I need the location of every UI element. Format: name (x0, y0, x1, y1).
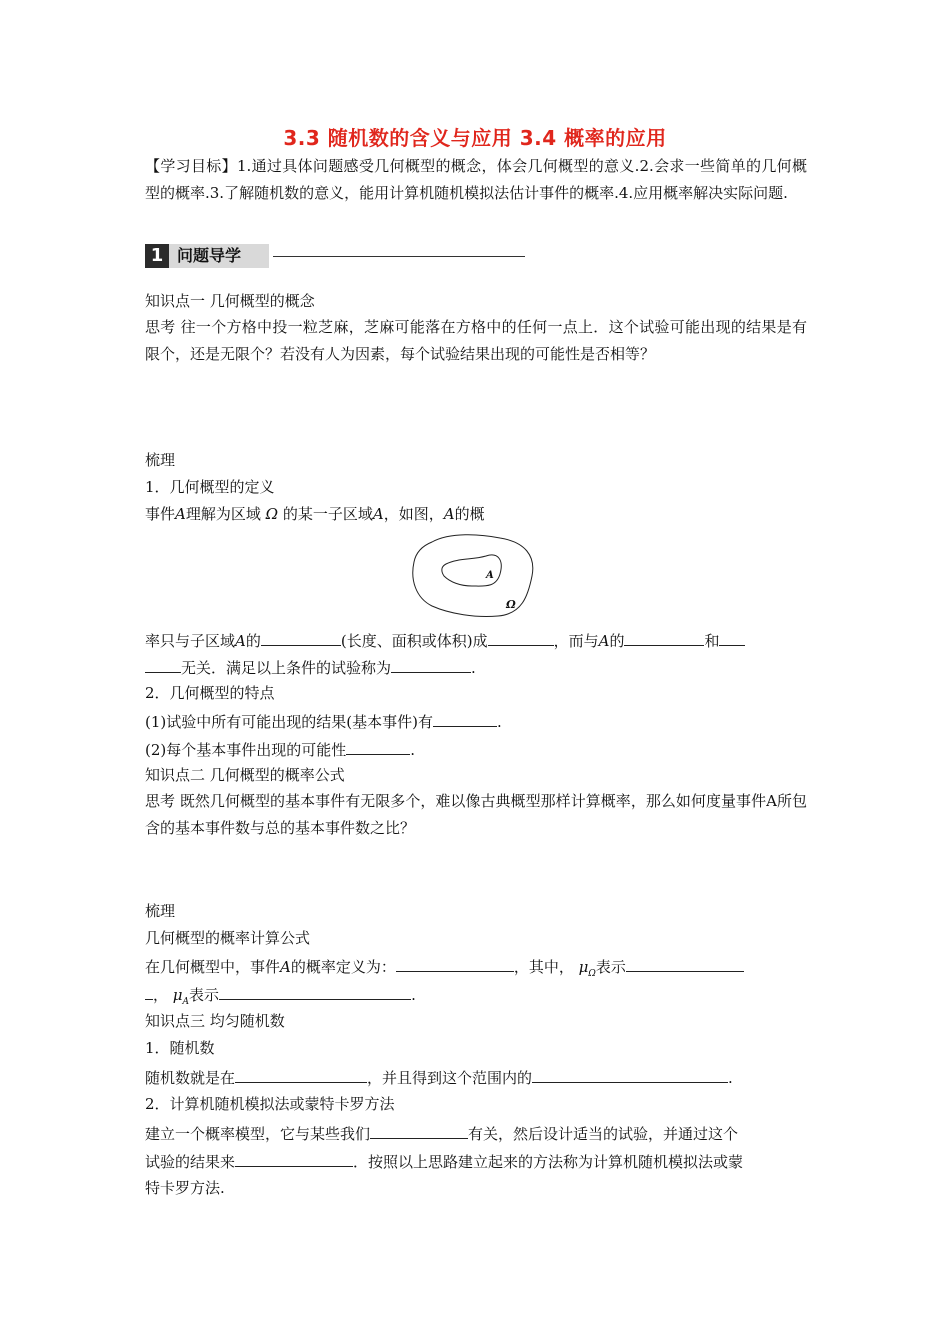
section-banner (145, 244, 525, 268)
kp3-mc-line3: 特卡罗方法. (145, 1179, 225, 1197)
kp2-formula-title: 几何概型的概率计算公式 (145, 929, 311, 947)
fill-blank[interactable] (396, 955, 514, 972)
text-segment: ，而与 (553, 632, 599, 650)
fill-blank[interactable] (719, 629, 745, 646)
text-segment: 的 (609, 632, 625, 650)
text-segment: . (411, 986, 416, 1004)
objectives-label: 【学习目标】 (145, 157, 237, 175)
kp1-def-line3 (145, 656, 476, 678)
fill-blank[interactable] (346, 738, 410, 755)
fill-blank[interactable] (370, 1122, 468, 1139)
kp1-item1-title: 1．几何概型的定义 (145, 478, 275, 496)
text-segment: 的概 (454, 505, 485, 523)
kp1-item2-title: 2．几何概型的特点 (145, 684, 275, 702)
text-segment: ，如图， (383, 505, 444, 523)
var-a: A (443, 505, 455, 523)
kp2-think: 思考 既然几何概型的基本事件有无限多个，难以像古典概型那样计算概率，那么如何度量事件A所包含的基本事件数与总的基本事件数之比？ (145, 792, 807, 837)
text-segment: 的某一子区域 (282, 505, 373, 523)
text-segment: (1)试验中所有可能出现的结果(基本事件)有 (145, 713, 433, 731)
fill-blank[interactable] (488, 629, 554, 646)
var-omega: Ω (265, 505, 279, 523)
text-segment: 表示 (595, 958, 626, 976)
subscript-a: A (182, 997, 190, 1007)
text-segment: 理解为区域 (185, 505, 261, 523)
fill-blank[interactable] (433, 710, 497, 727)
kp3-item2-title: 2．计算机随机模拟法或蒙特卡罗方法 (145, 1095, 395, 1113)
objectives-text: 1.通过具体问题感受几何概型的概念，体会几何概型的意义.2.会求一些简单的几何概型的概率.3.了解随机数的意义，能用计算机随机模拟法估计事件的概率.4.应用概率解决实际问题. (145, 157, 807, 202)
kp3-random-def (145, 1066, 733, 1088)
banner-divider (273, 256, 525, 257)
var-mu: μ (172, 986, 183, 1004)
text-segment: . (728, 1069, 733, 1087)
kp3-mc-line1 (145, 1122, 738, 1144)
banner-number: 1 (145, 244, 169, 268)
kp1-think: 思考 往一个方格中投一粒芝麻，芝麻可能落在方格中的任何一点上．这个试验可能出现的结果是有限个，还是无限个？若没有人为因素，每个试验结果出现的可能性是否相等？ (145, 318, 807, 363)
text-segment: . (496, 713, 502, 731)
fill-blank[interactable] (532, 1066, 728, 1083)
text-segment: 的 (245, 632, 261, 650)
text-segment: . (410, 741, 416, 759)
kp1-def-line2 (145, 629, 745, 651)
fill-blank[interactable] (145, 983, 153, 1000)
kp1-sort-label: 梳理 (145, 451, 176, 469)
kp1-feature1 (145, 710, 502, 732)
fill-blank[interactable] (219, 983, 411, 1000)
text-segment: 试验的结果来 (145, 1153, 236, 1171)
kp1-def-line1 (145, 504, 485, 524)
text-segment: 的概率定义为： (290, 958, 396, 976)
fill-blank[interactable] (626, 955, 744, 972)
var-a: A (235, 632, 246, 650)
fill-blank[interactable] (624, 629, 704, 646)
var-a: A (372, 505, 384, 523)
text-segment: (长度、面积或体积)成 (340, 632, 488, 650)
kp1-heading: 知识点一 几何概型的概念 (145, 292, 315, 310)
text-segment: ， (153, 986, 169, 1004)
kp2-sort-label: 梳理 (145, 902, 176, 920)
text-segment: 无关．满足以上条件的试验称为 (181, 659, 392, 677)
text-segment: 建立一个概率模型，它与某些我们 (145, 1125, 371, 1143)
fill-blank[interactable] (235, 1150, 353, 1167)
kp3-item1-title: 1．随机数 (145, 1039, 215, 1057)
var-a: A (598, 632, 610, 650)
text-segment: 率只与子区域 (145, 632, 236, 650)
kp3-heading: 知识点三 均匀随机数 (145, 1012, 285, 1030)
kp2-heading: 知识点二 几何概型的概率公式 (145, 766, 345, 784)
text-segment: 事件 (145, 505, 176, 523)
text-segment: 和 (704, 632, 720, 650)
fill-blank[interactable] (145, 656, 181, 673)
region-a-label: A (486, 570, 494, 581)
text-segment: 在几何概型中，事件 (145, 958, 281, 976)
subscript-omega: Ω (588, 969, 596, 979)
var-mu: μ (578, 958, 589, 976)
kp2-line2 (145, 983, 416, 1012)
banner-label: 问题导学 (177, 246, 242, 265)
var-a: A (175, 505, 186, 523)
fill-blank[interactable] (235, 1066, 367, 1083)
page-title: 3.3 随机数的含义与应用 3.4 概率的应用 (283, 126, 667, 150)
kp3-mc-line2 (145, 1150, 743, 1172)
fill-blank[interactable] (391, 656, 471, 673)
text-segment: ，其中， (513, 958, 574, 976)
region-omega-label: Ω (506, 598, 516, 611)
text-segment: 有关，然后设计适当的试验，并通过这个 (468, 1125, 739, 1143)
text-segment: (2)每个基本事件出现的可能性 (145, 741, 347, 759)
fill-blank[interactable] (261, 629, 341, 646)
text-segment: ．按照以上思路建立起来的方法称为计算机随机模拟法或蒙 (353, 1153, 744, 1171)
text-segment: ，并且得到这个范围内的 (367, 1069, 533, 1087)
region-diagram (410, 530, 540, 620)
kp1-feature2 (145, 738, 415, 760)
text-segment: 表示 (189, 986, 220, 1004)
kp2-line1 (145, 955, 744, 984)
learning-objectives (145, 153, 807, 207)
text-segment: 随机数就是在 (145, 1069, 236, 1087)
text-segment: . (471, 659, 476, 677)
var-a: A (280, 958, 291, 976)
